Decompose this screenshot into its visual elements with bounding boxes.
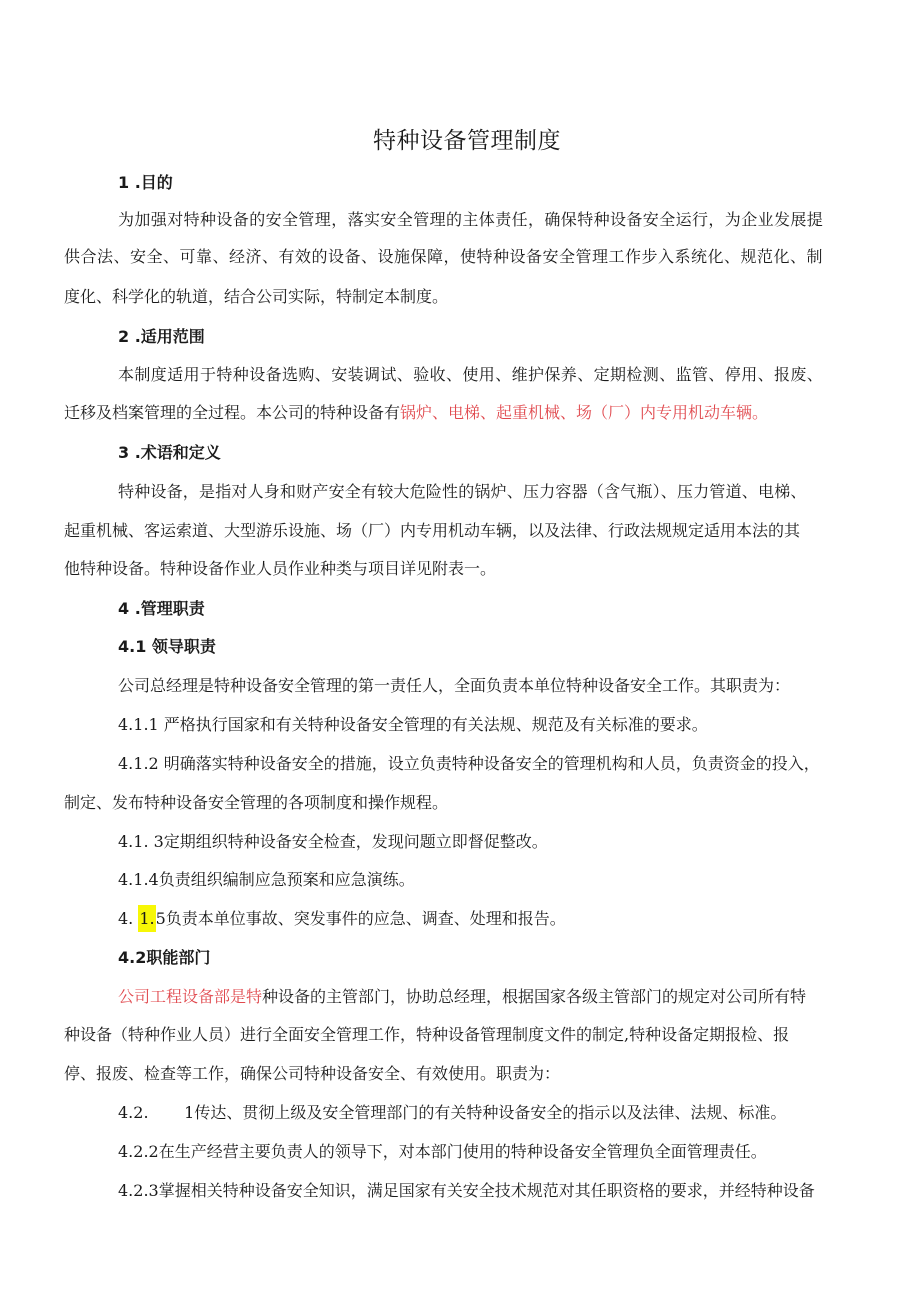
list-item [118, 906, 566, 929]
list-item: 4.1.2 明确落实特种设备安全的措施，设立负责特种设备安全的管理机构和人员，负责资金的投入， [118, 754, 820, 773]
subsection-heading-leadership: 4.1 领导职责 [118, 637, 216, 656]
list-item: 4.2.3掌握相关特种设备安全知识，满足国家有关安全技术规范对其任职资格的要求，并经特种设备 [118, 1181, 815, 1200]
paragraph-line: 为加强对特种设备的安全管理，落实安全管理的主体责任，确保特种设备安全运行，为企业发展提 [118, 210, 824, 229]
section-heading-scope: 2 .适用范围 [118, 327, 205, 346]
highlighted-number: 1. [138, 905, 155, 932]
list-item: 4.1.1 严格执行国家和有关特种设备安全管理的有关法规、规范及有关标准的要求。 [118, 715, 708, 734]
paragraph-line [64, 400, 768, 423]
paragraph-line: 他特种设备。特种设备作业人员作业种类与项目详见附表一。 [64, 559, 497, 578]
paragraph-line [118, 984, 806, 1007]
paragraph-line: 起重机械、客运索道、大型游乐设施、场（厂）内专用机动车辆，以及法律、行政法规规定适用本法的其 [64, 521, 801, 540]
section-heading-terms: 3 .术语和定义 [118, 443, 221, 462]
list-item: 4.2. 1传达、贯彻上级及安全管理部门的有关特种设备安全的指示以及法律、法规、标准。 [118, 1103, 787, 1122]
list-number: 4. [118, 909, 139, 928]
list-item: 4.1. 3定期组织特种设备安全检查，发现问题立即督促整改。 [118, 832, 548, 851]
paragraph-line: 制定、发布特种设备安全管理的各项制度和操作规程。 [64, 793, 449, 812]
paragraph-line: 特种设备，是指对人身和财产安全有较大危险性的锅炉、压力容器（含气瓶）、压力管道、电梯、 [118, 482, 807, 501]
equipment-list-highlighted: 锅炉、电梯、起重机械、场（厂）内专用机动车辆。 [400, 403, 769, 422]
section-heading-responsibilities: 4 .管理职责 [118, 599, 205, 618]
paragraph-line: 公司总经理是特种设备安全管理的第一责任人，全面负责本单位特种设备安全工作。其职责为： [118, 676, 791, 695]
list-text: 5负责本单位事故、突发事件的应急、调查、处理和报告。 [155, 909, 566, 928]
paragraph-line: 供合法、安全、可靠、经济、有效的设备、设施保障，使特种设备安全管理工作步入系统化、规范化、制 [64, 247, 824, 266]
section-heading-purpose: 1 .目的 [118, 173, 173, 192]
list-item: 4.2.2在生产经营主要负责人的领导下，对本部门使用的特种设备安全管理负全面管理责任。 [118, 1142, 767, 1161]
paragraph-line: 种设备（特种作业人员）进行全面安全管理工作，特种设备管理制度文件的制定,特种设备定期报检、报 [64, 1025, 790, 1044]
paragraph-text: 迁移及档案管理的全过程。本公司的特种设备有 [64, 403, 401, 422]
paragraph-line: 度化、科学化的轨道，结合公司实际，特制定本制度。 [64, 287, 449, 306]
document-title: 特种设备管理制度 [373, 128, 561, 154]
subsection-heading-departments: 4.2职能部门 [118, 948, 211, 967]
paragraph-text: 种设备的主管部门，协助总经理，根据国家各级主管部门的规定对公司所有特 [262, 987, 807, 1006]
paragraph-line: 停、报废、检查等工作，确保公司特种设备安全、有效使用。职责为： [64, 1064, 561, 1083]
department-name-highlighted: 公司工程设备部是特 [118, 987, 263, 1006]
paragraph-line: 本制度适用于特种设备选购、安装调试、验收、使用、维护保养、定期检测、监管、停用、报废、 [118, 365, 824, 384]
list-item: 4.1.4负责组织编制应急预案和应急演练。 [118, 870, 415, 889]
